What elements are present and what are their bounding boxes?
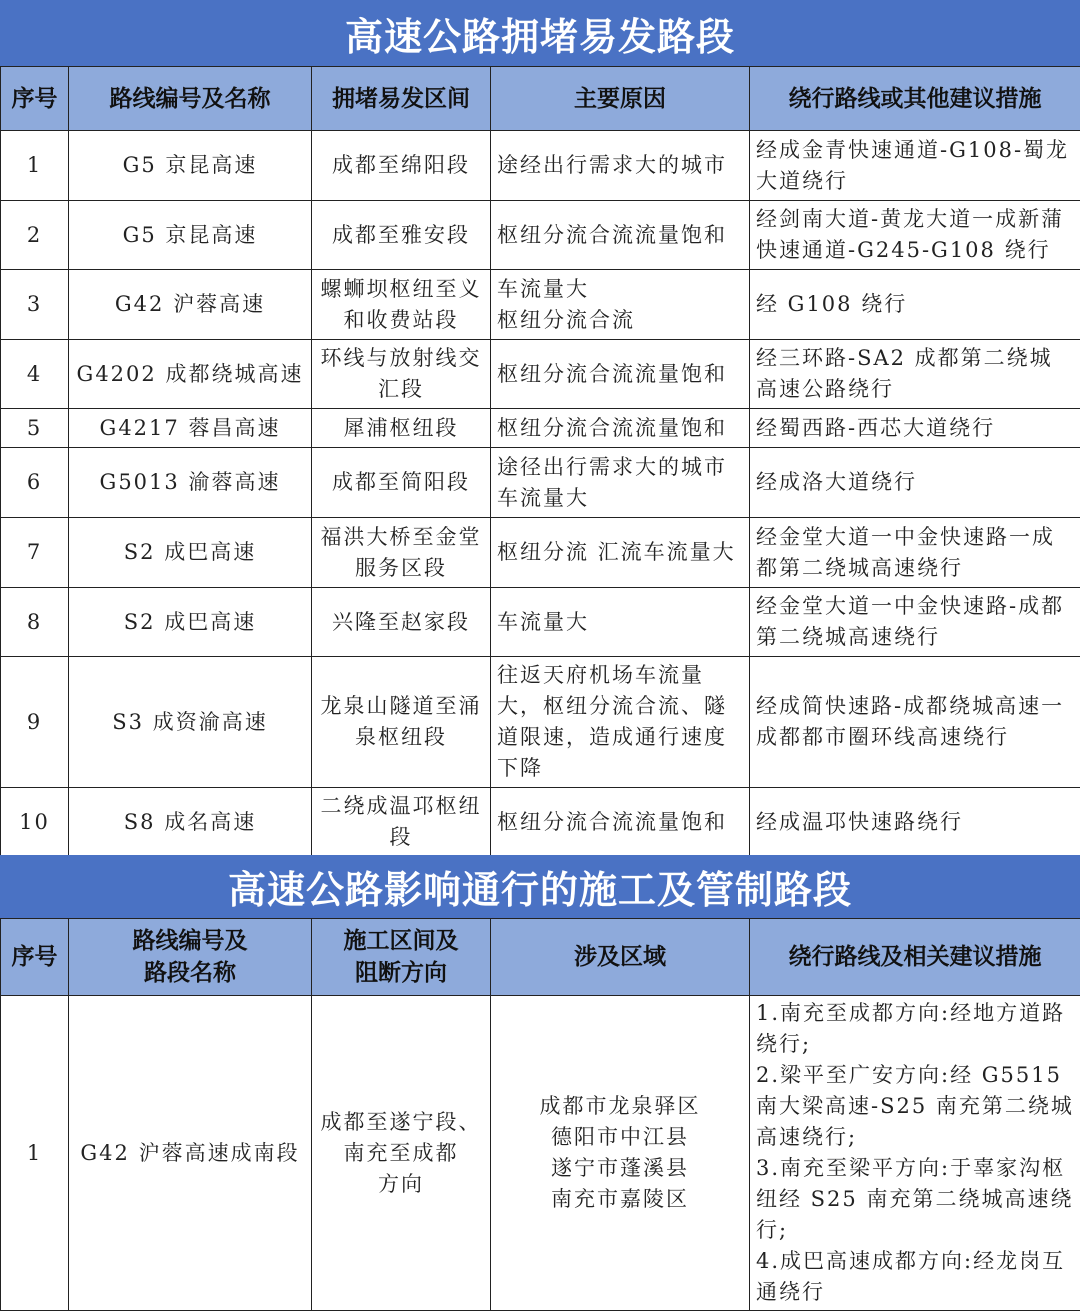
table-row — [1, 340, 1080, 409]
cell-route: G42 沪蓉高速 — [69, 270, 312, 340]
table-row — [1, 657, 1080, 788]
cell-reason: 途经出行需求大的城市 — [491, 131, 750, 201]
cell-detour: 经剑南大道-黄龙大道一成新蒲快速通道-G245-G108 绕行 — [750, 201, 1080, 270]
cell-reason: 枢纽分流合流流量饱和 — [491, 340, 750, 409]
header-section: 施工区间及 阻断方向 — [312, 919, 491, 996]
cell-detour: 经金堂大道一中金快速路-成都第二绕城高速绕行 — [750, 588, 1080, 657]
cell-route: G4217 蓉昌高速 — [69, 409, 312, 448]
cell-index: 10 — [1, 788, 69, 857]
construction-table — [0, 918, 1080, 1311]
cell-route: S2 成巴高速 — [69, 518, 312, 588]
cell-index: 4 — [1, 340, 69, 409]
cell-area: 成都市龙泉驿区 德阳市中江县 遂宁市蓬溪县 南充市嘉陵区 — [491, 996, 750, 1311]
cell-reason: 枢纽分流合流流量饱和 — [491, 409, 750, 448]
table-row — [1, 131, 1080, 201]
header-reason: 主要原因 — [491, 67, 750, 131]
section2-title-banner: 高速公路影响通行的施工及管制路段 — [0, 855, 1080, 918]
cell-index: 8 — [1, 588, 69, 657]
cell-index: 6 — [1, 448, 69, 518]
cell-section: 福洪大桥至金堂服务区段 — [312, 518, 491, 588]
cell-section: 兴隆至赵家段 — [312, 588, 491, 657]
table-row — [1, 409, 1080, 448]
cell-reason: 枢纽分流合流流量饱和 — [491, 201, 750, 270]
cell-route: G5 京昆高速 — [69, 131, 312, 201]
table-row — [1, 518, 1080, 588]
cell-detour: 经 G108 绕行 — [750, 270, 1080, 340]
congestion-table-header — [1, 67, 1080, 131]
cell-route: S3 成资渝高速 — [69, 657, 312, 788]
cell-route: S2 成巴高速 — [69, 588, 312, 657]
cell-reason: 车流量大 枢纽分流合流 — [491, 270, 750, 340]
cell-detour: 1.南充至成都方向:经地方道路绕行; 2.梁平至广安方向:经 G5515 南大梁高速-S25 南充第二绕城高速绕行; 3.南充至梁平方向:于辜家沟枢纽经 S25 南充第二绕城高速绕行; 4.成巴高速成都方向:经龙岗互通绕行 — [750, 996, 1080, 1311]
cell-reason: 枢纽分流合流流量饱和 — [491, 788, 750, 857]
header-index: 序号 — [1, 919, 69, 996]
cell-section: 龙泉山隧道至涌泉枢纽段 — [312, 657, 491, 788]
cell-route: G5 京昆高速 — [69, 201, 312, 270]
congestion-table — [0, 66, 1080, 857]
header-index: 序号 — [1, 67, 69, 131]
cell-detour: 经成温邛快速路绕行 — [750, 788, 1080, 857]
table-row — [1, 588, 1080, 657]
table-row — [1, 996, 1080, 1311]
cell-route: G42 沪蓉高速成南段 — [69, 996, 312, 1311]
cell-section: 犀浦枢纽段 — [312, 409, 491, 448]
header-area: 涉及区域 — [491, 919, 750, 996]
cell-section: 螺蛳坝枢纽至义和收费站段 — [312, 270, 491, 340]
cell-index: 5 — [1, 409, 69, 448]
cell-route: S8 成名高速 — [69, 788, 312, 857]
cell-section: 环线与放射线交汇段 — [312, 340, 491, 409]
cell-index: 1 — [1, 996, 69, 1311]
cell-section: 成都至雅安段 — [312, 201, 491, 270]
cell-reason: 往返天府机场车流量大，枢纽分流合流、隧道限速，造成通行速度下降 — [491, 657, 750, 788]
header-section: 拥堵易发区间 — [312, 67, 491, 131]
cell-reason: 车流量大 — [491, 588, 750, 657]
table-row — [1, 448, 1080, 518]
header-detour: 绕行路线及相关建议措施 — [750, 919, 1080, 996]
cell-detour: 经成简快速路-成都绕城高速一成都都市圈环线高速绕行 — [750, 657, 1080, 788]
header-detour: 绕行路线或其他建议措施 — [750, 67, 1080, 131]
cell-index: 9 — [1, 657, 69, 788]
cell-detour: 经三环路-SA2 成都第二绕城高速公路绕行 — [750, 340, 1080, 409]
cell-index: 7 — [1, 518, 69, 588]
cell-index: 3 — [1, 270, 69, 340]
cell-route: G4202 成都绕城高速 — [69, 340, 312, 409]
table-row — [1, 201, 1080, 270]
construction-table-header — [1, 919, 1080, 996]
header-route: 路线编号及 路段名称 — [69, 919, 312, 996]
cell-section: 成都至遂宁段、 南充至成都 方向 — [312, 996, 491, 1311]
cell-reason: 途径出行需求大的城市 车流量大 — [491, 448, 750, 518]
cell-detour: 经成洛大道绕行 — [750, 448, 1080, 518]
cell-detour: 经成金青快速通道-G108-蜀龙大道绕行 — [750, 131, 1080, 201]
table-row — [1, 270, 1080, 340]
cell-detour: 经蜀西路-西芯大道绕行 — [750, 409, 1080, 448]
cell-section: 成都至简阳段 — [312, 448, 491, 518]
cell-route: G5013 渝蓉高速 — [69, 448, 312, 518]
section1-title-banner: 高速公路拥堵易发路段 — [0, 0, 1080, 66]
header-route: 路线编号及名称 — [69, 67, 312, 131]
cell-index: 2 — [1, 201, 69, 270]
cell-detour: 经金堂大道一中金快速路一成都第二绕城高速绕行 — [750, 518, 1080, 588]
cell-section: 成都至绵阳段 — [312, 131, 491, 201]
cell-section: 二绕成温邛枢纽段 — [312, 788, 491, 857]
cell-reason: 枢纽分流 汇流车流量大 — [491, 518, 750, 588]
cell-index: 1 — [1, 131, 69, 201]
table-row — [1, 788, 1080, 857]
